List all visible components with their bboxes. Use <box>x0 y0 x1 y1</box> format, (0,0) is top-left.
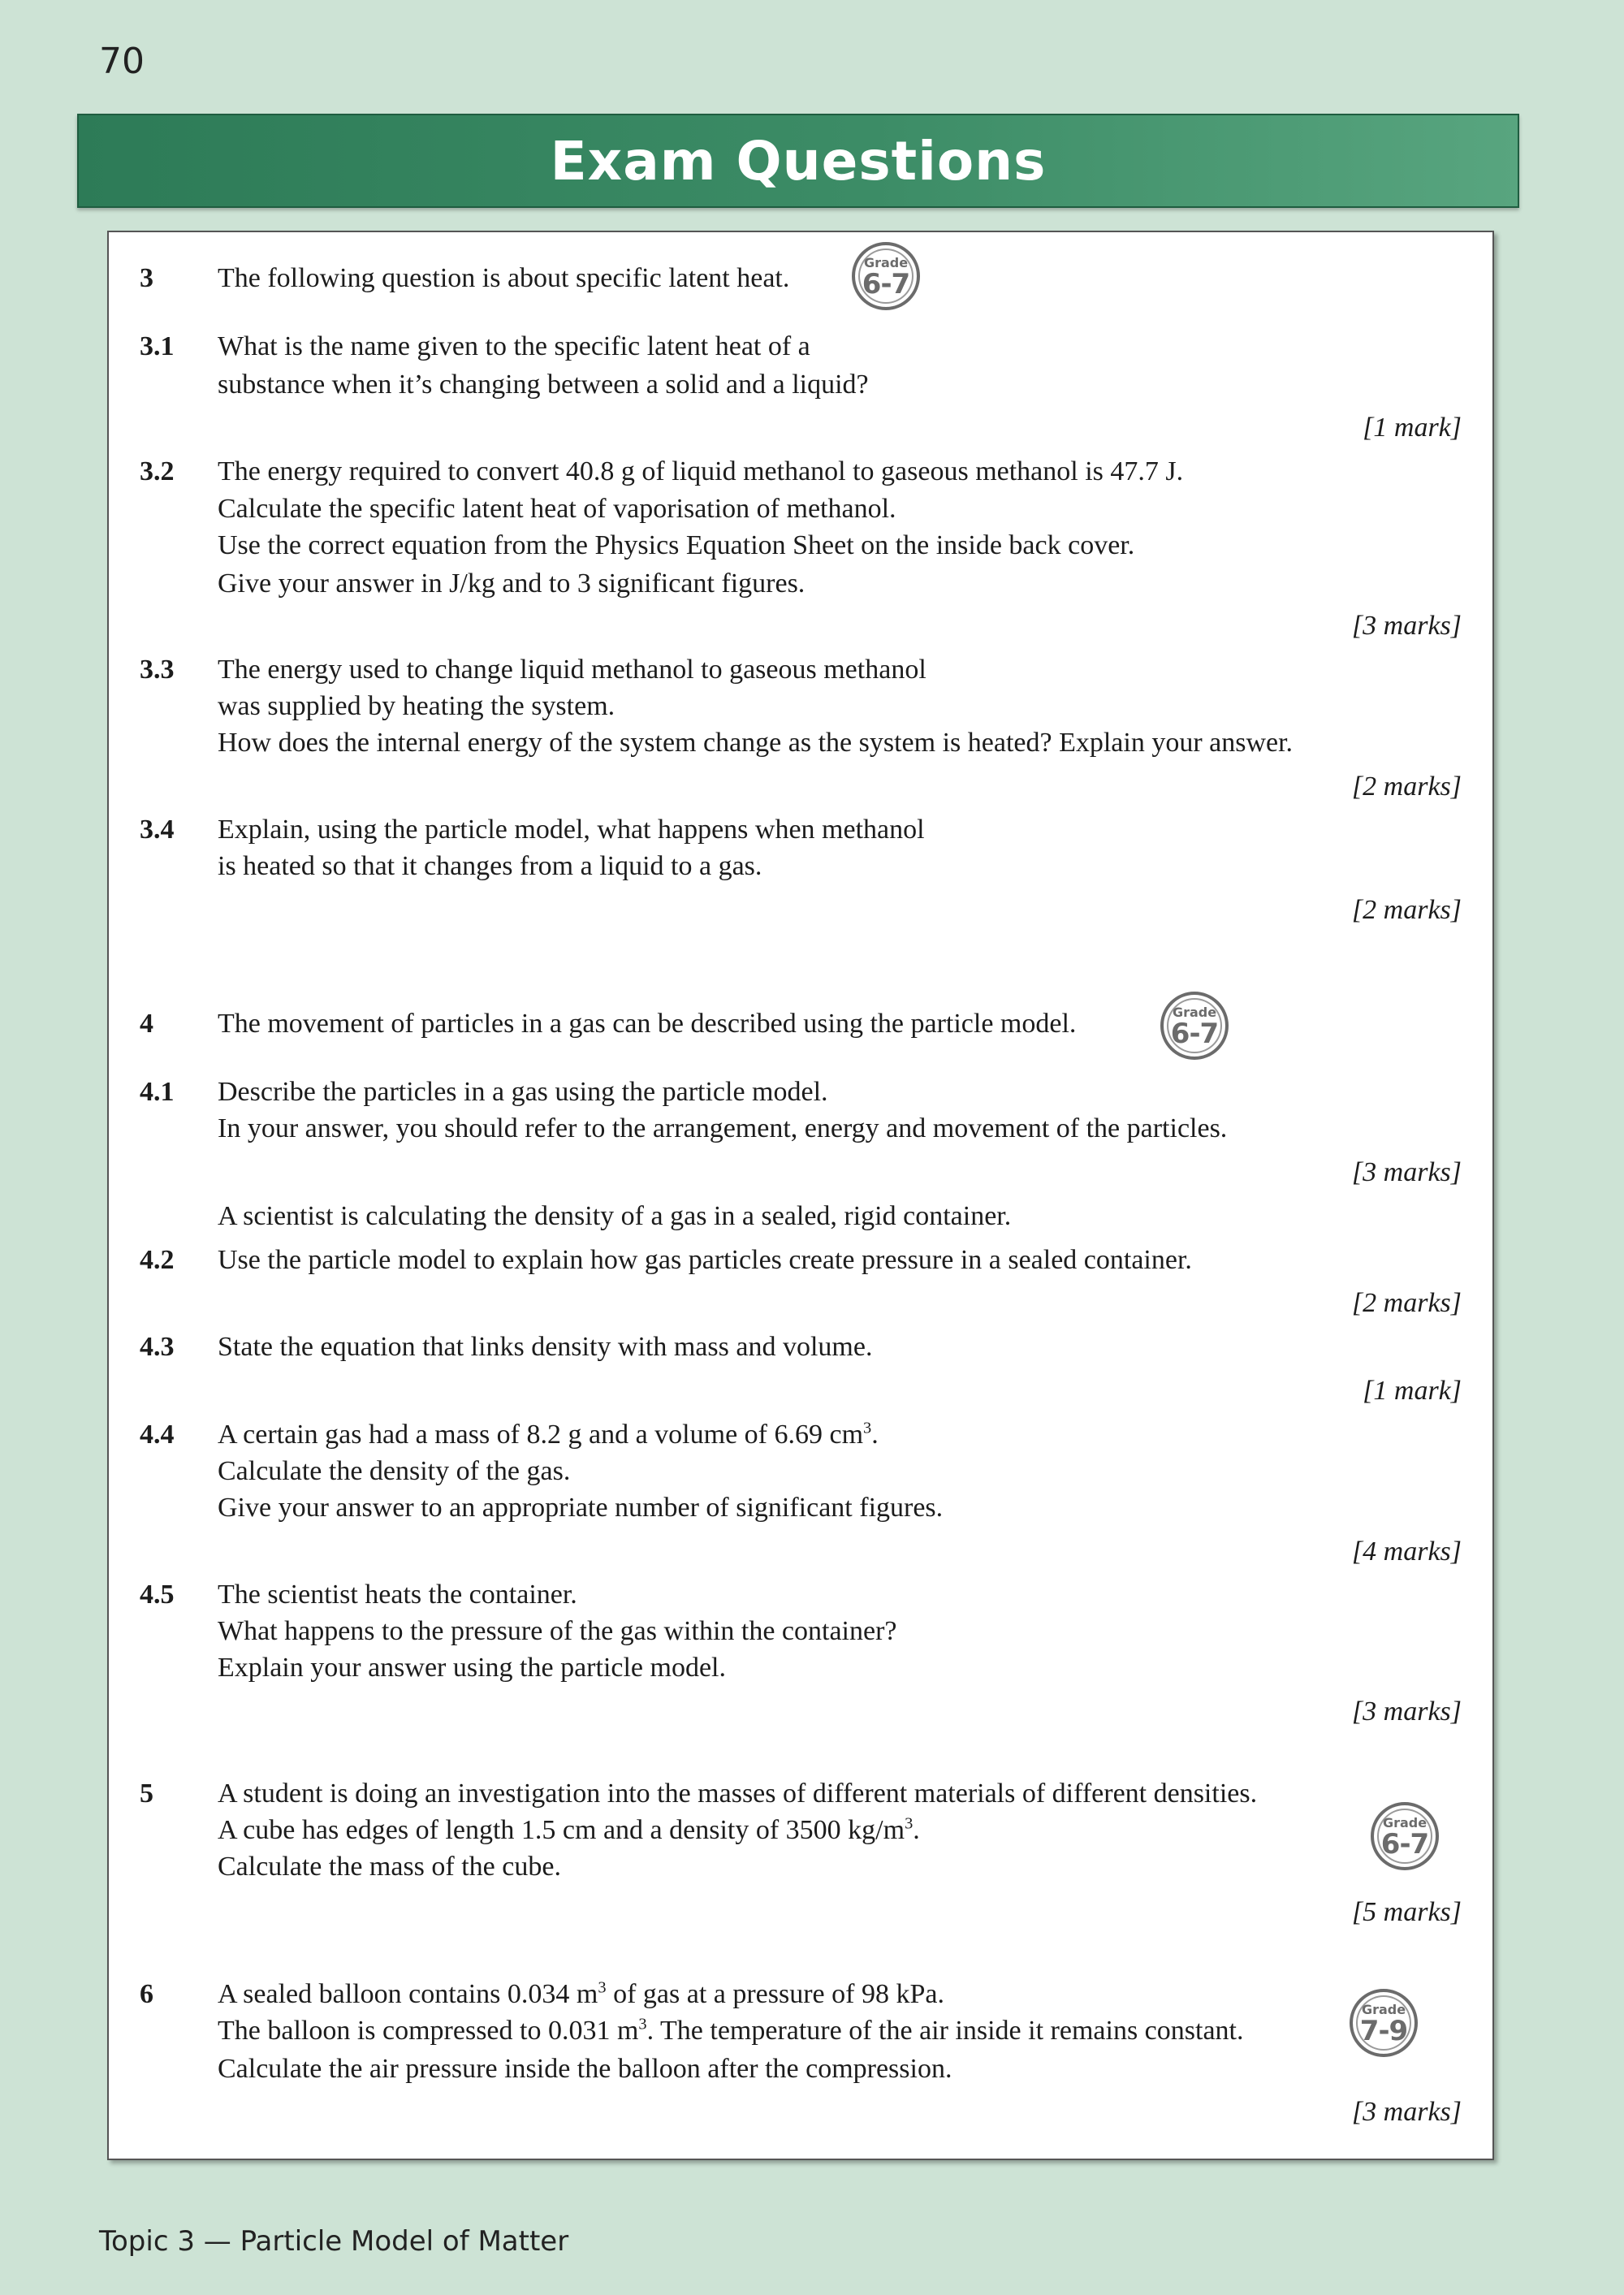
question-text: Calculate the mass of the cube. <box>218 1852 561 1882</box>
title-banner <box>77 114 1519 208</box>
marks-label: [2 marks] <box>1351 1288 1462 1318</box>
question-text <box>218 1416 879 1453</box>
grade-label: Grade <box>1361 2002 1406 2017</box>
question-text: Calculate the density of the gas. <box>218 1456 571 1486</box>
question-text: In your answer, you should refer to the arrangement, energy and movement of the particles. <box>218 1113 1228 1143</box>
question-text <box>218 2012 1243 2049</box>
text-run: . <box>913 1815 920 1845</box>
superscript: 3 <box>598 1978 607 1997</box>
page-title: Exam Questions <box>550 129 1047 192</box>
marks-label: [3 marks] <box>1351 1696 1462 1727</box>
question-text: was supplied by heating the system. <box>218 691 615 721</box>
question-text: Describe the particles in a gas using the particle model. <box>218 1077 828 1107</box>
marks-label: [4 marks] <box>1351 1536 1462 1567</box>
question-text: How does the internal energy of the system change as the system is heated? Explain your answer. <box>218 728 1294 758</box>
questions-panel <box>107 231 1494 2160</box>
marks-label: [5 marks] <box>1351 1897 1462 1927</box>
marks-label: [3 marks] <box>1351 2097 1462 2127</box>
part-number: 4.2 <box>140 1245 175 1275</box>
question-number: 3 <box>140 263 153 293</box>
text-run: A certain gas had a mass of 8.2 g and a volume of 6.69 cm <box>218 1420 864 1450</box>
superscript: 3 <box>905 1814 914 1833</box>
grade-value: 6-7 <box>862 268 910 300</box>
grade-badge <box>1160 992 1229 1060</box>
grade-badge <box>852 242 920 310</box>
superscript: 3 <box>863 1419 872 1437</box>
grade-value: 6-7 <box>1170 1018 1219 1050</box>
question-text: Explain your answer using the particle model. <box>218 1653 726 1683</box>
question-text <box>218 1976 944 2012</box>
question-text: What happens to the pressure of the gas within the container? <box>218 1616 897 1646</box>
question-stem: The movement of particles in a gas can be described using the particle model. <box>218 1009 1077 1039</box>
part-number: 4.4 <box>140 1420 175 1450</box>
marks-label: [2 marks] <box>1351 771 1462 802</box>
question-text: Use the correct equation from the Physics Equation Sheet on the inside back cover. <box>218 530 1135 560</box>
superscript: 3 <box>638 2015 647 2034</box>
question-text: Give your answer in J/kg and to 3 significant figures. <box>218 568 806 599</box>
grade-value: 7-9 <box>1359 2015 1408 2047</box>
part-number: 4.3 <box>140 1332 175 1362</box>
footer-topic: Topic 3 — Particle Model of Matter <box>99 2225 569 2258</box>
part-number: 4.1 <box>140 1077 175 1107</box>
question-text: Explain, using the particle model, what happens when methanol <box>218 815 925 845</box>
text-run: of gas at a pressure of 98 kPa. <box>606 1979 944 2009</box>
question-text: Calculate the air pressure inside the balloon after the compression. <box>218 2054 952 2084</box>
question-number: 6 <box>140 1979 153 2009</box>
text-run: A cube has edges of length 1.5 cm and a density of 3500 kg/m <box>218 1815 905 1845</box>
marks-label: [1 mark] <box>1363 413 1462 443</box>
grade-badge <box>1350 1989 1418 2057</box>
question-text: The scientist heats the container. <box>218 1580 577 1610</box>
marks-label: [3 marks] <box>1351 611 1462 641</box>
question-text <box>218 1812 920 1848</box>
grade-label: Grade <box>1382 1815 1427 1830</box>
grade-value: 6-7 <box>1380 1828 1429 1861</box>
page-number: 70 <box>99 41 145 82</box>
question-text: substance when it’s changing between a solid and a liquid? <box>218 370 869 400</box>
text-run: A sealed balloon contains 0.034 m <box>218 1979 598 2009</box>
question-text: The energy required to convert 40.8 g of liquid methanol to gaseous methanol is 47.7 J. <box>218 456 1184 486</box>
grade-label: Grade <box>1172 1005 1217 1020</box>
question-stem: The following question is about specific latent heat. <box>218 263 790 293</box>
question-text: Give your answer to an appropriate number of significant figures. <box>218 1493 944 1523</box>
question-text: State the equation that links density with mass and volume. <box>218 1332 873 1362</box>
marks-label: [2 marks] <box>1351 895 1462 925</box>
part-number: 3.2 <box>140 456 175 486</box>
question-text: The energy used to change liquid methanol to gaseous methanol <box>218 655 926 685</box>
question-text: is heated so that it changes from a liquid to a gas. <box>218 851 762 881</box>
question-text: Calculate the specific latent heat of vaporisation of methanol. <box>218 494 896 524</box>
part-number: 3.4 <box>140 815 175 845</box>
text-run: . <box>871 1420 879 1450</box>
question-text: What is the name given to the specific latent heat of a <box>218 331 810 361</box>
marks-label: [1 mark] <box>1363 1376 1462 1406</box>
context-text: A scientist is calculating the density of a gas in a sealed, rigid container. <box>218 1201 1012 1231</box>
part-number: 3.3 <box>140 655 175 685</box>
text-run: The balloon is compressed to 0.031 m <box>218 2016 639 2046</box>
question-number: 4 <box>140 1009 153 1039</box>
question-text: A student is doing an investigation into the masses of different materials of different densities. <box>218 1779 1258 1809</box>
grade-label: Grade <box>863 255 909 270</box>
question-number: 5 <box>140 1779 153 1809</box>
text-run: . The temperature of the air inside it remains constant. <box>646 2016 1244 2046</box>
part-number: 4.5 <box>140 1580 175 1610</box>
part-number: 3.1 <box>140 331 175 361</box>
question-text: Use the particle model to explain how gas particles create pressure in a sealed container. <box>218 1245 1192 1275</box>
grade-badge <box>1371 1802 1439 1870</box>
marks-label: [3 marks] <box>1351 1157 1462 1187</box>
